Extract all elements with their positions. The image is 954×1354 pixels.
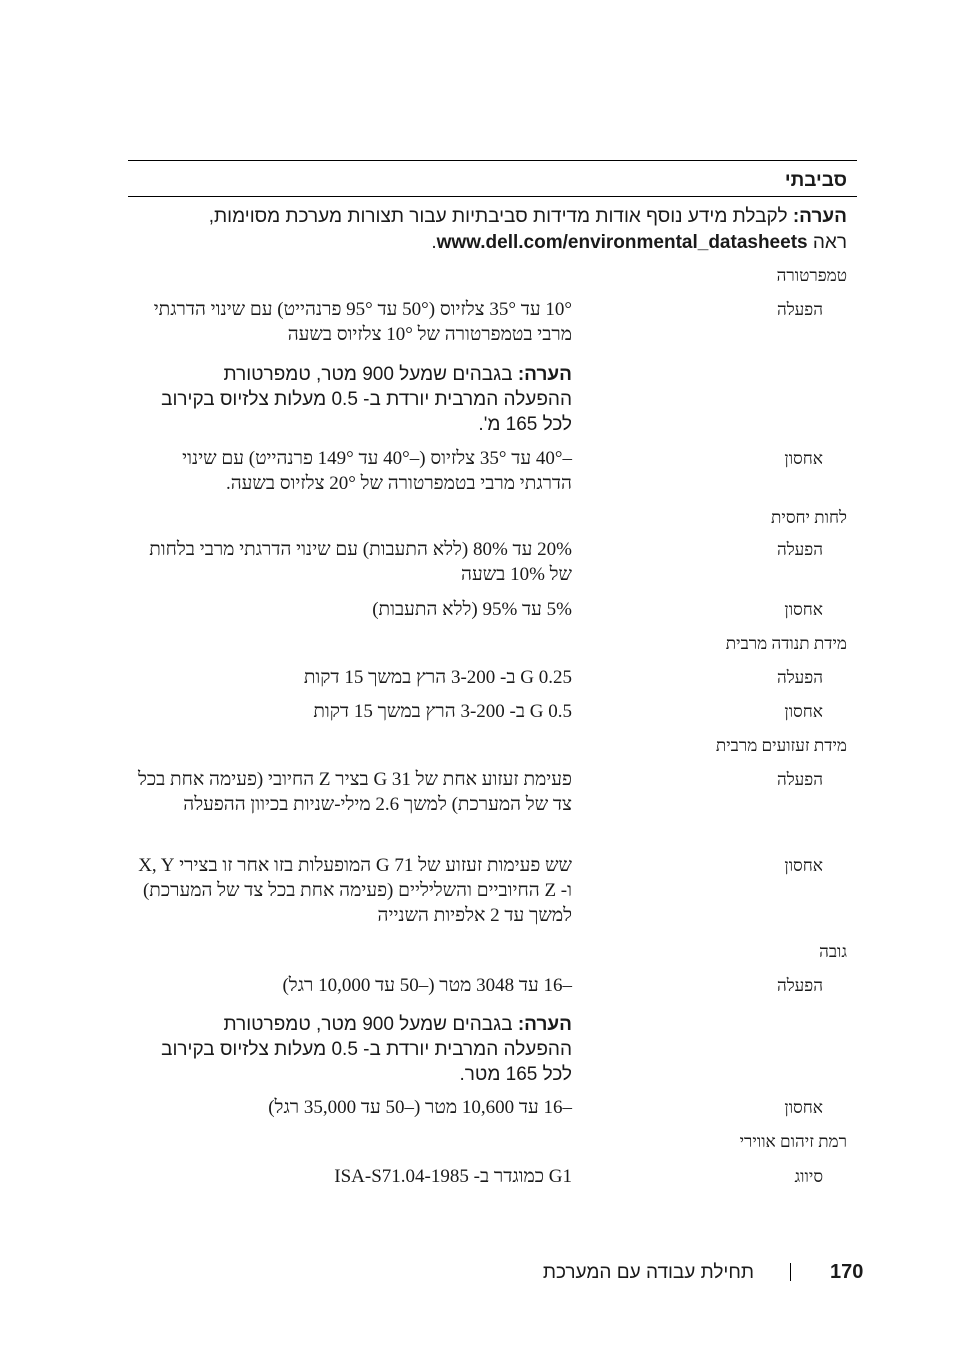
temperature-storage-value: –40° עד 35° צלזיוס (–40° עד 149° פרנהייט) עם שינוי הדרגתי מרבי בטמפרטורה של 20° צלזיוס בשעה. (182, 448, 572, 494)
environment-note (197, 204, 847, 256)
humidity-storage-label: אחסון (784, 600, 823, 619)
note-text: לקבלת מידע נוסף אודות מדידות סביבתיות עבור תצורות מערכת מסוימות, ראה (208, 206, 847, 253)
altitude-storage-label: אחסון (784, 1098, 823, 1117)
vibration-operating-value: 0.25 G ב- 3-200 הרץ במשך 15 דקות (303, 667, 572, 688)
contaminant-class-label: סיווג (794, 1167, 823, 1186)
shock-operating-value: פעימת זעזוע אחת של 31 G בציר Z החיובי (פעימה אחת בכל צד של המערכת) למשך 2.6 מילי-שניות בכיוון ההפעלה (137, 769, 572, 815)
temperature-title: טמפרטורה (776, 266, 847, 285)
contaminant-title: רמת זיהום אווירי (739, 1132, 847, 1151)
temperature-note (152, 362, 572, 437)
top-rule (128, 160, 857, 161)
section-title: סביבתי (784, 170, 847, 191)
footer-title: תחילת עבודה עם המערכת (542, 1262, 754, 1283)
vibration-storage-label: אחסון (784, 702, 823, 721)
humidity-operating-value: 20% עד 80% (ללא התעבות) עם שינוי הדרגתי מרבי בלחות של 10% בשעה (149, 539, 572, 585)
humidity-title: לחות יחסית (771, 508, 847, 527)
shock-storage-value: שש פעימות זעזוע של 71 G המופעלות בזו אחר זו בצירי X, Y ו- Z החיוביים והשליליים (פעימה אחת בכל צד של המערכת) למשך עד 2 אלפיות השנייה (138, 855, 572, 926)
altitude-title: גובה (819, 942, 847, 961)
page-number: 170 (830, 1261, 864, 1283)
shock-storage-label: אחסון (784, 856, 823, 875)
altitude-note-label: הערה: (517, 1014, 572, 1035)
temperature-note-label: הערה: (517, 364, 572, 385)
header-rule (128, 196, 857, 197)
altitude-operating-value: –16 עד 3048 מטר (–50 עד 10,000 רגל) (282, 975, 572, 996)
contaminant-class-value: G1 כמוגדר ב- ISA-S71.04-1985 (334, 1166, 572, 1187)
altitude-note (152, 1012, 572, 1087)
temperature-note-text: בגבהים שמעל 900 מטר, טמפרטורת ההפעלה המרבית יורדת ב- 0.5 מעלות צלזיוס בקירוב לכל 165 מ'. (161, 364, 572, 435)
temperature-storage-label: אחסון (784, 449, 823, 468)
temperature-operating-value: 10° עד 35° צלזיוס (50° עד 95° פרנהייט) עם שינוי הדרגתי מרבי בטמפרטורה של 10° צלזיוס בשעה (153, 299, 572, 345)
vibration-title: מידת תנודה מרבית (725, 634, 847, 653)
vibration-storage-value: 0.5 G ב- 3-200 הרץ במשך 15 דקות (313, 701, 572, 722)
altitude-operating-label: הפעלה (776, 976, 823, 995)
datasheets-link[interactable]: www.dell.com/environmental_datasheets (436, 232, 808, 253)
note-label: הערה: (792, 206, 847, 227)
altitude-storage-value: –16 עד 10,600 מטר (–50 עד 35,000 רגל) (268, 1097, 572, 1118)
footer-separator (790, 1263, 791, 1281)
vibration-operating-label: הפעלה (776, 668, 823, 687)
shock-title: מידת זעזועים מרבית (715, 736, 847, 755)
altitude-note-text: בגבהים שמעל 900 מטר, טמפרטורת ההפעלה המרבית יורדת ב- 0.5 מעלות צלזיוס בקירוב לכל 165 מטר. (161, 1014, 572, 1085)
humidity-storage-value: 5% עד 95% (ללא התעבות) (372, 599, 572, 620)
temperature-operating-label: הפעלה (776, 300, 823, 319)
note-end: . (431, 232, 437, 253)
humidity-operating-label: הפעלה (776, 540, 823, 559)
shock-operating-label: הפעלה (776, 770, 823, 789)
